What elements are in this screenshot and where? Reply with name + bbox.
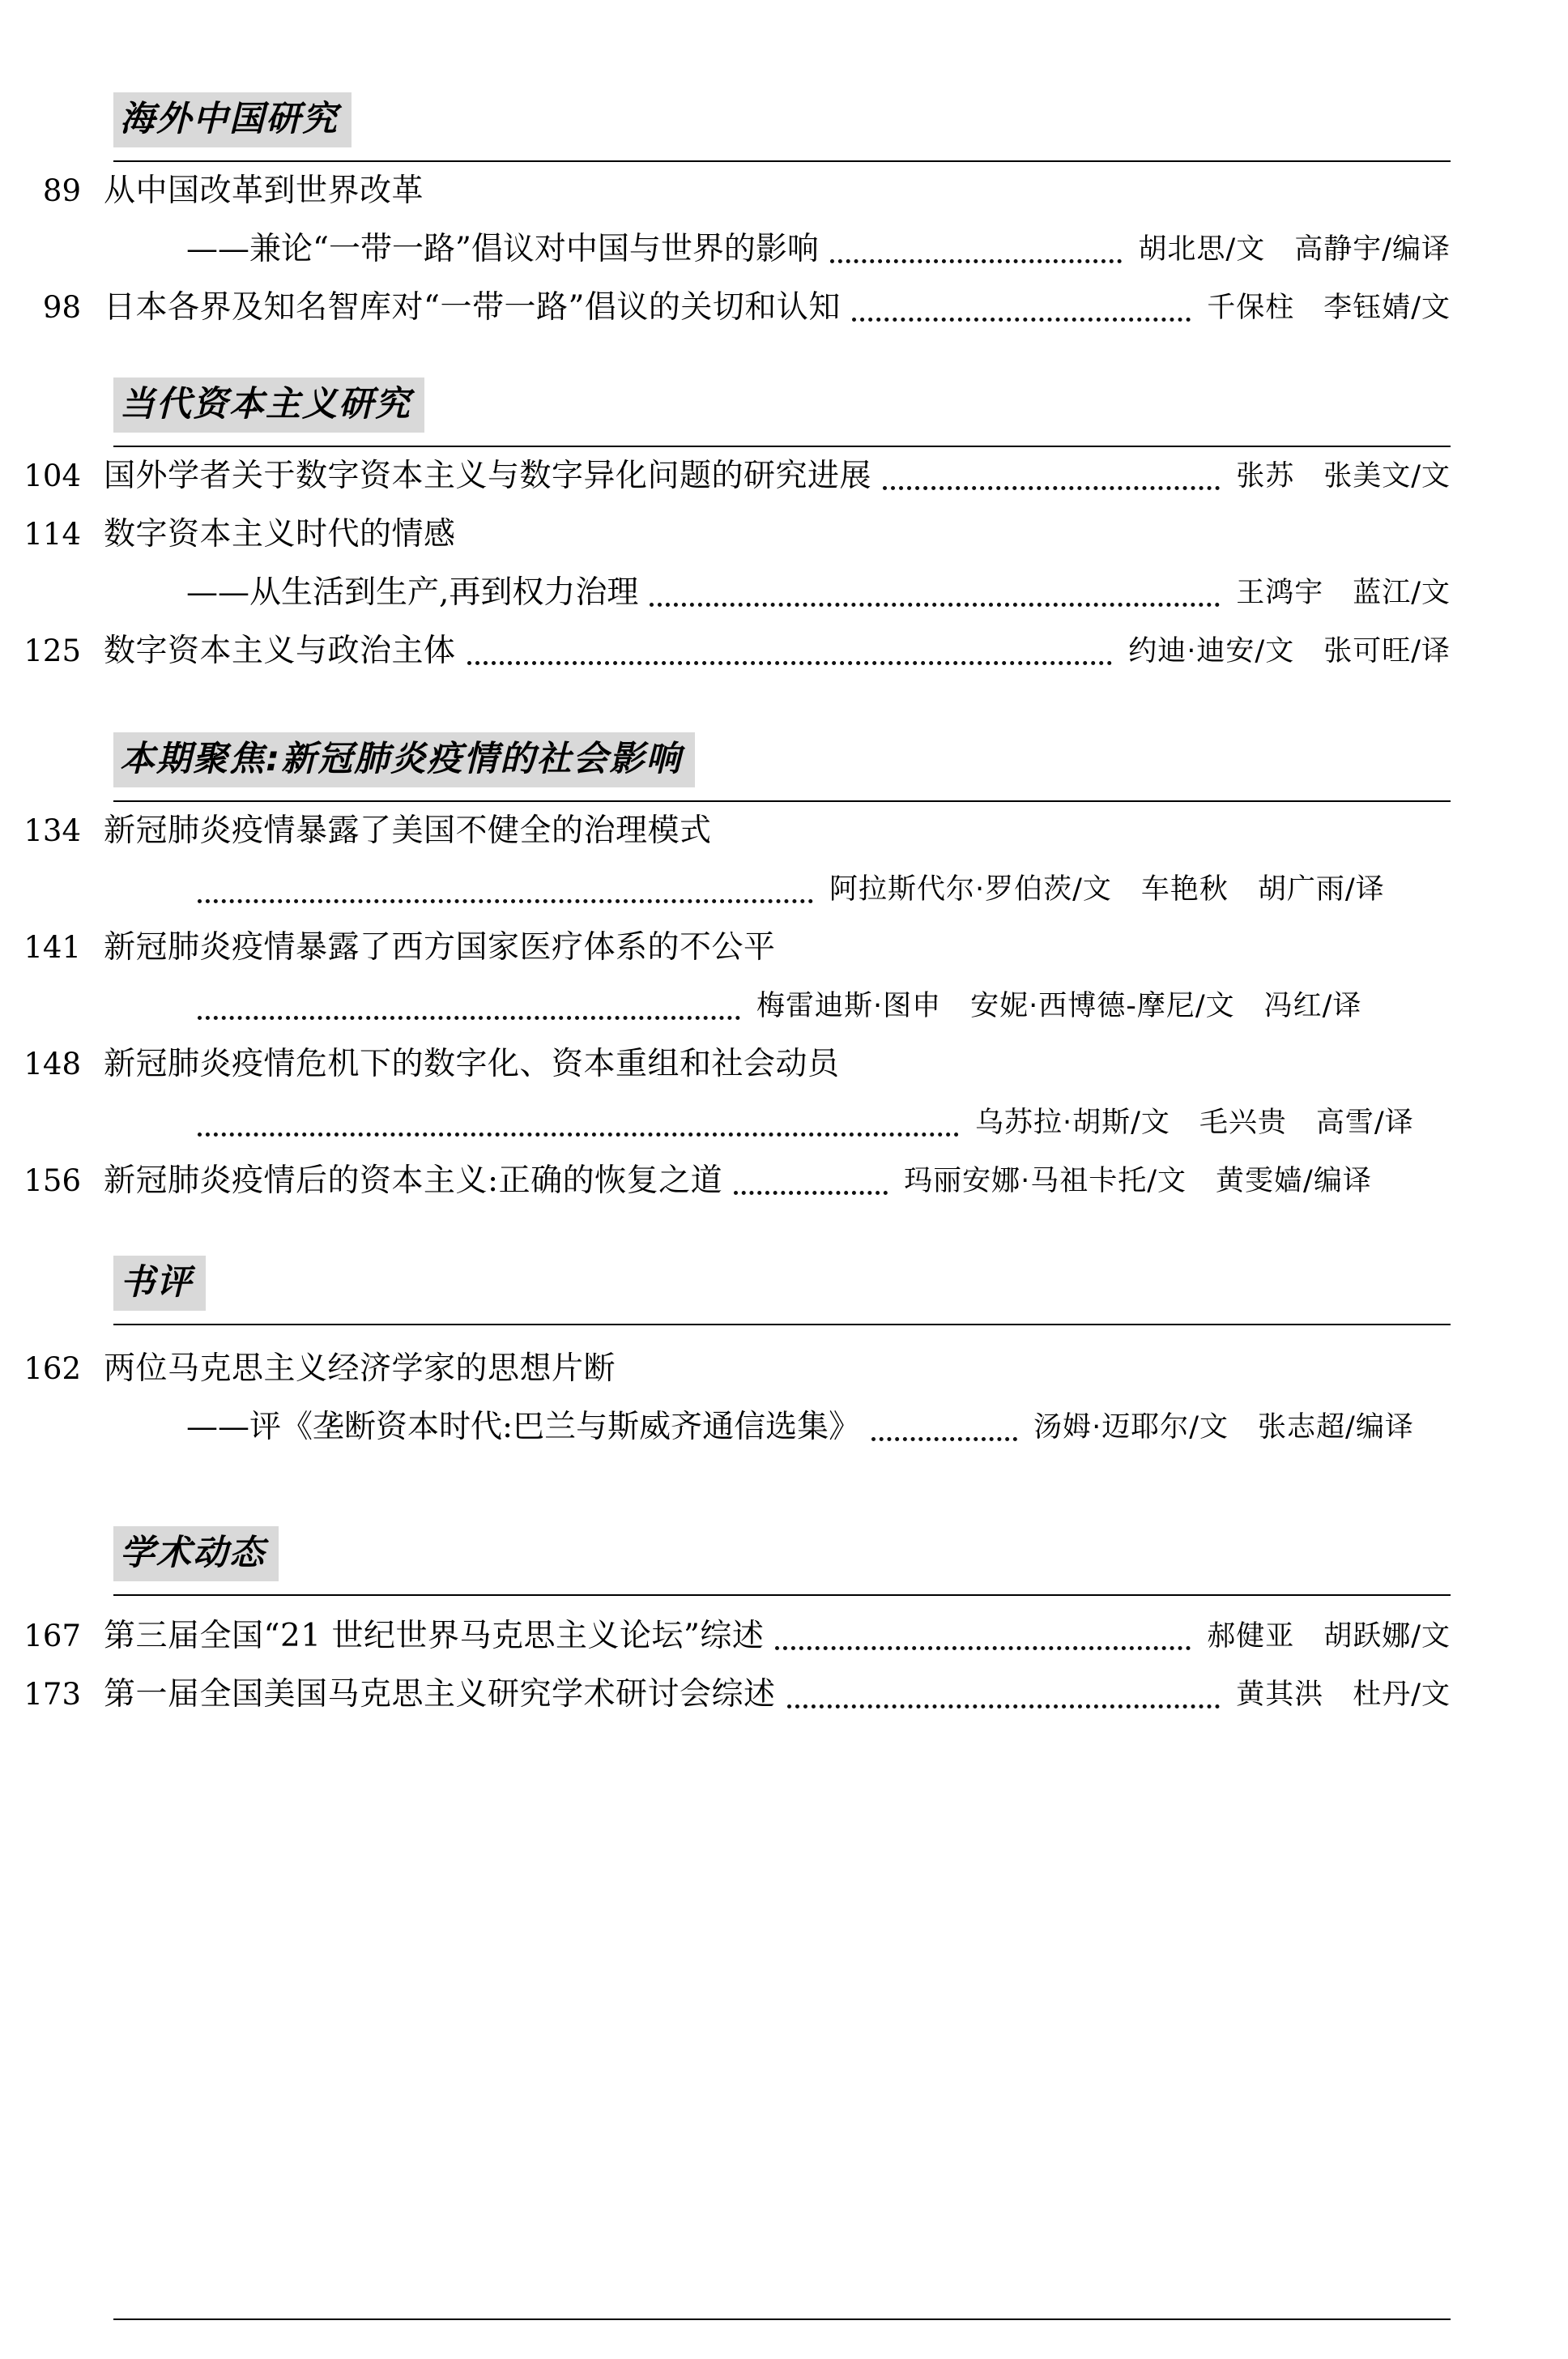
section-heading xyxy=(113,373,1451,447)
toc-entry[interactable] xyxy=(0,1152,1451,1210)
toc-entry[interactable] xyxy=(0,622,1451,680)
section-heading xyxy=(113,87,1451,162)
entry-title: 日本各界及知名智库对“一带一路”倡议的关切和认知 xyxy=(104,289,841,326)
section-title: 当代资本主义研究 xyxy=(113,378,424,433)
entry-byline: 王鸿宇 蓝江/文 xyxy=(1236,577,1451,609)
entry-byline: 千保柱 李钰婧/文 xyxy=(1207,292,1451,324)
dot-leader xyxy=(198,860,813,919)
toc-entry[interactable] xyxy=(0,447,1451,506)
section-book-review xyxy=(0,1210,1495,1457)
entry-byline: 汤姆·迈耶尔/文 张志超/编译 xyxy=(1033,1411,1414,1444)
section-title: 学术动态 xyxy=(113,1526,279,1581)
dot-leader xyxy=(871,1398,1017,1457)
dot-leader xyxy=(650,564,1220,622)
dot-leader xyxy=(883,447,1220,506)
entry-title: 从中国改革到世界改革 xyxy=(104,173,424,209)
toc-entry[interactable] xyxy=(0,1596,1451,1666)
entry-subtitle: ——从生活到生产,再到权力治理 xyxy=(186,574,639,611)
entry-byline: 胡北思/文 高静宇/编译 xyxy=(1138,233,1451,266)
page-bottom-divider xyxy=(113,2318,1451,2320)
section-title: 书评 xyxy=(113,1256,206,1311)
entry-byline: 约迪·迪安/文 张可旺/译 xyxy=(1128,635,1451,668)
entry-byline: 张苏 张美文/文 xyxy=(1236,460,1451,493)
entry-page-number: 114 xyxy=(23,517,81,552)
entry-title: 第一届全国美国马克思主义研究学术研讨会综述 xyxy=(104,1676,776,1713)
toc-entry[interactable] xyxy=(0,1035,1451,1152)
dot-leader xyxy=(830,220,1123,279)
section-heading xyxy=(113,1251,1451,1325)
dot-leader xyxy=(198,977,740,1035)
entry-page-number: 89 xyxy=(42,173,81,208)
entry-byline: 梅雷迪斯·图申 安妮·西博德-摩尼/文 冯红/译 xyxy=(756,990,1362,1022)
entry-page-number: 125 xyxy=(23,633,81,668)
entry-byline: 阿拉斯代尔·罗伯茨/文 车艳秋 胡广雨/译 xyxy=(829,873,1385,906)
entry-title: 新冠肺炎疫情危机下的数字化、资本重组和社会动员 xyxy=(104,1046,840,1082)
toc-entry[interactable] xyxy=(0,162,1451,279)
entry-title: 新冠肺炎疫情暴露了西方国家医疗体系的不公平 xyxy=(104,929,776,966)
entry-title: 数字资本主义时代的情感 xyxy=(104,516,456,552)
toc-entry[interactable] xyxy=(0,506,1451,622)
entry-byline: 玛丽安娜·马祖卡托/文 黄雯嫱/编译 xyxy=(904,1165,1372,1197)
toc-entry[interactable] xyxy=(0,919,1451,1035)
entry-page-number: 162 xyxy=(23,1351,81,1386)
section-title: 海外中国研究 xyxy=(113,92,352,147)
section-heading xyxy=(113,727,1451,802)
toc-entry[interactable] xyxy=(0,1666,1451,1724)
entry-page-number: 167 xyxy=(23,1619,81,1653)
dot-leader xyxy=(734,1152,888,1210)
section-title: 本期聚焦:新冠肺炎疫情的社会影响 xyxy=(113,732,695,787)
toc-entry[interactable] xyxy=(0,1325,1451,1457)
entry-subtitle: ——兼论“一带一路”倡议对中国与世界的影响 xyxy=(186,231,819,267)
entry-title: 数字资本主义与政治主体 xyxy=(104,633,456,669)
dot-leader xyxy=(775,1607,1191,1666)
entry-page-number: 134 xyxy=(23,813,81,848)
dot-leader xyxy=(787,1666,1221,1724)
entry-title: 新冠肺炎疫情后的资本主义:正确的恢复之道 xyxy=(104,1162,723,1199)
dot-leader xyxy=(852,279,1191,337)
entry-page-number: 156 xyxy=(23,1163,81,1198)
section-contemporary-capitalism-studies xyxy=(0,337,1495,680)
toc-entry[interactable] xyxy=(0,279,1451,337)
dot-leader xyxy=(198,1094,959,1152)
entry-title: 第三届全国“21 世纪世界马克思主义论坛”综述 xyxy=(104,1618,765,1654)
entry-title: 新冠肺炎疫情暴露了美国不健全的治理模式 xyxy=(104,813,712,849)
entry-page-number: 104 xyxy=(23,459,81,493)
entry-title: 国外学者关于数字资本主义与数字异化问题的研究进展 xyxy=(104,458,872,494)
entry-byline: 郝健亚 胡跃娜/文 xyxy=(1207,1620,1451,1653)
section-focus-covid-social-impact xyxy=(0,680,1495,1210)
section-academic-news xyxy=(0,1457,1495,1724)
section-overseas-china-studies xyxy=(0,0,1495,337)
entry-title: 两位马克思主义经济学家的思想片断 xyxy=(104,1350,616,1387)
toc-entry[interactable] xyxy=(0,802,1451,919)
entry-page-number: 141 xyxy=(23,930,81,965)
dot-leader xyxy=(467,622,1113,680)
section-heading xyxy=(113,1521,1451,1596)
entry-page-number: 98 xyxy=(42,290,81,325)
entry-byline: 乌苏拉·胡斯/文 毛兴贵 高雪/译 xyxy=(975,1107,1414,1139)
entry-subtitle: ——评《垄断资本时代:巴兰与斯威齐通信选集》 xyxy=(186,1409,861,1445)
entry-page-number: 173 xyxy=(23,1677,81,1712)
entry-page-number: 148 xyxy=(23,1047,81,1081)
entry-byline: 黄其洪 杜丹/文 xyxy=(1236,1679,1451,1711)
